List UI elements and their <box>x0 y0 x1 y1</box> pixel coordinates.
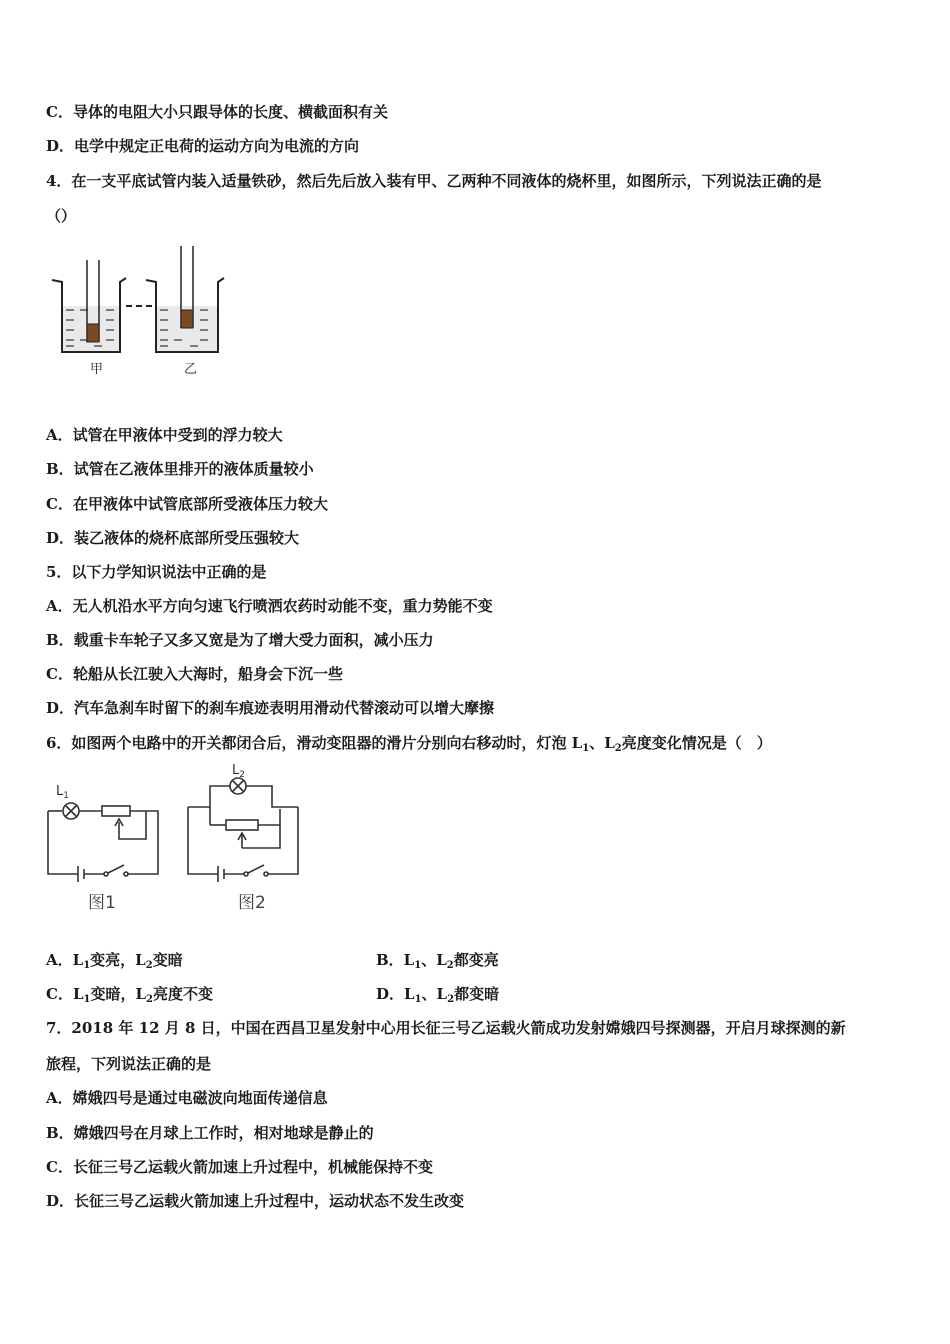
q5-option-d: D．汽车急刹车时留下的刹车痕迹表明用滑动代替滚动可以增大摩擦 <box>46 699 495 717</box>
q7-option-c: C．长征三号乙运载火箭加速上升过程中，机械能保持不变 <box>46 1158 433 1176</box>
q7-option-d: D．长征三号乙运载火箭加速上升过程中，运动状态不发生改变 <box>46 1192 465 1210</box>
q5-option-c: C．轮船从长江驶入大海时，船身会下沉一些 <box>46 665 343 683</box>
q5-option-b: B．载重卡车轮子又多又宽是为了增大受力面积，减小压力 <box>46 631 434 649</box>
q6-option-b: B．$L_1$、$L_2$都变亮 <box>376 951 499 971</box>
figure-1-label: 图1 <box>88 893 116 913</box>
q3-option-c: C．导体的电阻大小只跟导体的长度、横截面积有关 <box>46 103 388 121</box>
q6-stem: 6．如图两个电路中的开关都闭合后，滑动变阻器的滑片分别向右移动时，灯泡 $L_1$、$L_2$亮度变化情况是（ ） <box>46 734 772 754</box>
q4-option-d: D．装乙液体的烧杯底部所受压强较大 <box>46 529 300 547</box>
rheostat-2 <box>226 820 258 830</box>
lamp-l2-label: $L_2$ <box>232 764 245 780</box>
q7-stem-line1: 7．2018 年 12 月 8 日，中国在西昌卫星发射中心用长征三号乙运载火箭成功发射嫦娥四号探测器，开启月球探测的新 <box>46 1019 846 1037</box>
figure-2-label: 图2 <box>238 893 266 913</box>
q6-option-c: C．$L_1$变暗，$L_2$亮度不变 <box>46 985 214 1005</box>
q4-option-b: B．试管在乙液体里排开的液体质量较小 <box>46 460 314 478</box>
q4-beaker-figure <box>46 240 246 385</box>
q6-option-a: A．$L_1$变亮，$L_2$变暗 <box>46 951 183 971</box>
q4-option-c: C．在甲液体中试管底部所受液体压力较大 <box>46 495 328 513</box>
lamp-l1-label: $L_1$ <box>56 784 69 801</box>
q7-stem-line2: 旅程，下列说法正确的是 <box>46 1055 212 1073</box>
figure-label-jia: 甲 <box>90 362 104 377</box>
q7-option-a: A．嫦娥四号是通过电磁波向地面传递信息 <box>46 1089 328 1107</box>
circuit-2 <box>188 778 298 882</box>
q5-option-a: A．无人机沿水平方向匀速飞行喷洒农药时动能不变，重力势能不变 <box>46 597 493 615</box>
test-tube-jia <box>87 260 99 342</box>
q7-option-b: B．嫦娥四号在月球上工作时，相对地球是静止的 <box>46 1124 374 1142</box>
q3-option-d: D．电学中规定正电荷的运动方向为电流的方向 <box>46 137 360 155</box>
circuit-1 <box>48 803 158 882</box>
rheostat-1 <box>102 806 130 816</box>
figure-label-yi: 乙 <box>184 362 198 377</box>
q4-option-a: A．试管在甲液体中受到的浮力较大 <box>46 426 283 444</box>
q6-option-d: D．$L_1$、$L_2$都变暗 <box>376 985 500 1005</box>
test-tube-yi <box>181 246 193 328</box>
q4-stem-line2: （） <box>46 207 77 225</box>
q4-stem-line1: 4．在一支平底试管内装入适量铁砂，然后先后放入装有甲、乙两种不同液体的烧杯里，如图所示，下列说法正确的是 <box>46 172 822 190</box>
q5-stem: 5．以下力学知识说法中正确的是 <box>46 563 267 581</box>
q6-circuit-figure <box>44 764 309 914</box>
